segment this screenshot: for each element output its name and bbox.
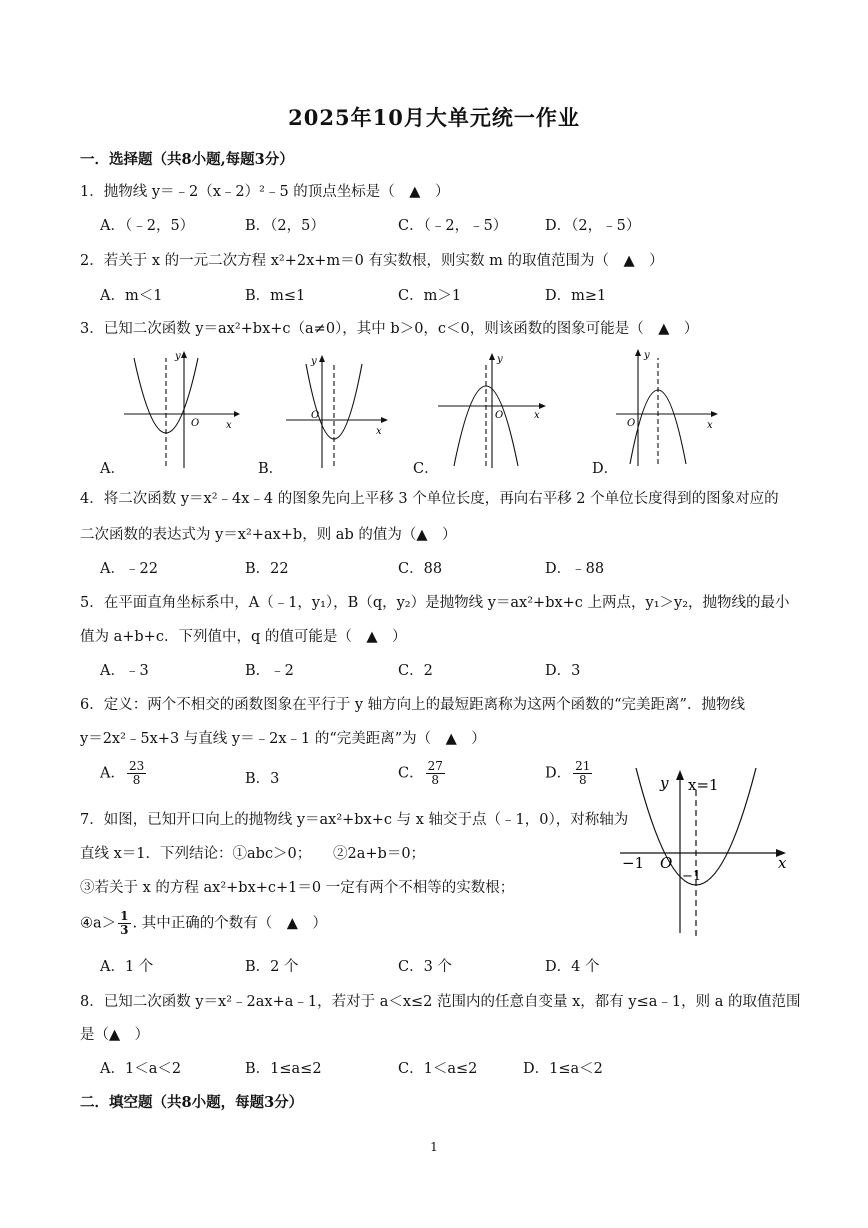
q7-stem-line3: ③若关于 x 的方程 ax²+bx+c+1＝0 一定有两个不相等的实数根； (80, 880, 515, 896)
y-label: y (175, 351, 181, 362)
q7-option-a: A．1 个 (100, 959, 154, 975)
x-axis-arrow-icon (711, 411, 718, 417)
fraction: $\frac{27}{8}$ (427, 759, 443, 787)
x-label: x (707, 420, 713, 431)
q2-option-c: C．m＞1 (398, 288, 462, 304)
section-fill-heading: 二．填空题（共8小题，每题3分） (80, 1094, 304, 1111)
fraction: $\frac{23}{8}$ (128, 759, 145, 787)
q4-stem-line1: 4．将二次函数 y＝x²﹣4x﹣4 的图象先向上平移 3 个单位长度，再向右平移 2 个单位长度得到的图象对应的 (80, 491, 779, 507)
section-choice-heading: 一．选择题（共8小题,每题3分） (80, 151, 294, 168)
q5-option-d: D．3 (545, 663, 581, 679)
q2-option-b: B．m≤1 (245, 288, 306, 304)
q3-option-c: C． (413, 461, 439, 477)
q8-option-d: D．1≤a＜2 (523, 1061, 603, 1077)
origin-label: O (660, 854, 673, 872)
q4-option-b: B．22 (245, 561, 289, 577)
q5-option-b: B．﹣2 (245, 663, 294, 679)
page-number: 1 (430, 1140, 438, 1154)
q5-stem-line2: 值为 a+b+c．下列值中，q 的值可能是（ ▲ ） (80, 629, 407, 645)
x-axis-arrow-icon (234, 411, 240, 417)
origin-label: O (311, 410, 320, 421)
x-label: x (778, 854, 787, 872)
symmetry-axis-label: x=1 (688, 776, 719, 794)
q7-option-c: C．3 个 (398, 959, 452, 975)
q2-option-a: A．m＜1 (100, 288, 163, 304)
q6-stem-line1: 6．定义：两个不相交的函数图象在平行于 y 轴方向上的最短距离称为这两个函数的“完美距离”．抛物线 (80, 697, 745, 713)
q1-option-b: B．（2，5） (245, 218, 325, 234)
q3-graph-b (284, 352, 390, 470)
q5-stem-line1: 5．在平面直角坐标系中，A（﹣1，y₁），B（q，y₂）是抛物线 y＝ax²+bx+c 上两点，y₁＞y₂，抛物线的最小 (80, 595, 790, 611)
y-axis-arrow-icon (489, 353, 495, 360)
q1-stem: 1．抛物线 y＝﹣2（x﹣2）²﹣5 的顶点坐标是（ ▲ ） (80, 184, 450, 200)
y-axis-arrow-icon (635, 349, 641, 356)
fraction: $\frac{1}{3}$ (120, 909, 129, 937)
q2-stem: 2．若关于 x 的一元二次方程 x²+2x+m＝0 有实数根，则实数 m 的取值范围为（ ▲ ） (80, 253, 664, 269)
x-label: x (376, 426, 382, 437)
q6-option-d: D． $\frac{21}{8}$ (545, 759, 591, 787)
q6-option-a: A． $\frac{23}{8}$ (100, 759, 145, 787)
q8-option-b: B．1≤a≤2 (245, 1061, 322, 1077)
q4-option-c: C．88 (398, 561, 443, 577)
q3-graph-d (614, 346, 720, 470)
q3-option-b: B． (258, 461, 284, 477)
y-axis-arrow-icon (319, 355, 325, 362)
origin-label: O (627, 418, 636, 429)
origin-label: O (191, 418, 200, 429)
origin-label: O (495, 410, 504, 421)
q7-stem-line1: 7．如图，已知开口向上的抛物线 y＝ax²+bx+c 与 x 轴交于点（﹣1，0），对称轴为 (80, 812, 629, 828)
q3-option-a: A． (100, 461, 125, 477)
q3-graph-c (436, 350, 548, 470)
q6-stem-line2: y＝2x²﹣5x+3 与直线 y＝﹣2x﹣1 的“完美距离”为（ ▲ ） (80, 731, 486, 747)
q4-option-d: D．﹣88 (545, 561, 605, 577)
q1-option-c: C．（﹣2，﹣5） (398, 218, 508, 234)
page-title: 2025年10月大单元统一作业 (288, 105, 580, 130)
y-axis-arrow-icon (676, 770, 684, 780)
q3-option-d: D． (592, 461, 619, 477)
x-axis-arrow-icon (381, 417, 388, 423)
q8-stem-line2: 是（▲ ） (80, 1027, 150, 1043)
x-axis-arrow-icon (539, 403, 546, 409)
q7-option-b: B．2 个 (245, 959, 299, 975)
q4-stem-line2: 二次函数的表达式为 y＝x²+ax+b，则 ab 的值为（▲ ） (80, 527, 457, 543)
y-label: y (311, 356, 317, 367)
q7-figure (612, 768, 792, 938)
q5-option-a: A．﹣3 (100, 663, 149, 679)
y-label: y (497, 354, 503, 365)
q3-graph-a (122, 348, 240, 470)
y-axis-arrow-icon (181, 351, 187, 358)
q8-stem-line1: 8．已知二次函数 y＝x²﹣2ax+a﹣1，若对于 a＜x≤2 范围内的任意自变量 x，都有 y≤a﹣1，则 a 的取值范围 (80, 994, 801, 1010)
q4-option-a: A．﹣22 (100, 561, 158, 577)
q6-option-b: B．3 (245, 771, 280, 787)
y-label: y (644, 350, 650, 361)
q6-option-c: C． $\frac{27}{8}$ (398, 759, 443, 787)
q1-option-a: A．（﹣2，5） (100, 218, 195, 234)
q7-stem-line2: 直线 x＝1．下列结论：①abc＞0； ②2a+b＝0； (80, 846, 426, 862)
q8-option-c: C．1＜a≤2 (398, 1061, 478, 1077)
q7-option-d: D．4 个 (545, 959, 600, 975)
y-label: y (660, 774, 669, 792)
x-label: x (534, 410, 540, 421)
q5-option-c: C．2 (398, 663, 433, 679)
q2-option-d: D．m≥1 (545, 288, 607, 304)
fraction: $\frac{21}{8}$ (575, 759, 591, 787)
q3-stem: 3．已知二次函数 y＝ax²+bx+c（a≠0），其中 b＞0，c＜0，则该函数的图象可能是（ ▲ ） (80, 321, 699, 337)
x-label: x (226, 420, 232, 431)
q7-stem-line4: ④a＞ $\frac{1}{3}$ . 其中正确的个数有（ ▲ ） (80, 909, 327, 937)
minus-one-x-label: −1 (622, 854, 645, 872)
q1-option-d: D．（2，﹣5） (545, 218, 641, 234)
minus-one-y-label: −1 (682, 869, 702, 884)
q8-option-a: A．1＜a＜2 (100, 1061, 182, 1077)
